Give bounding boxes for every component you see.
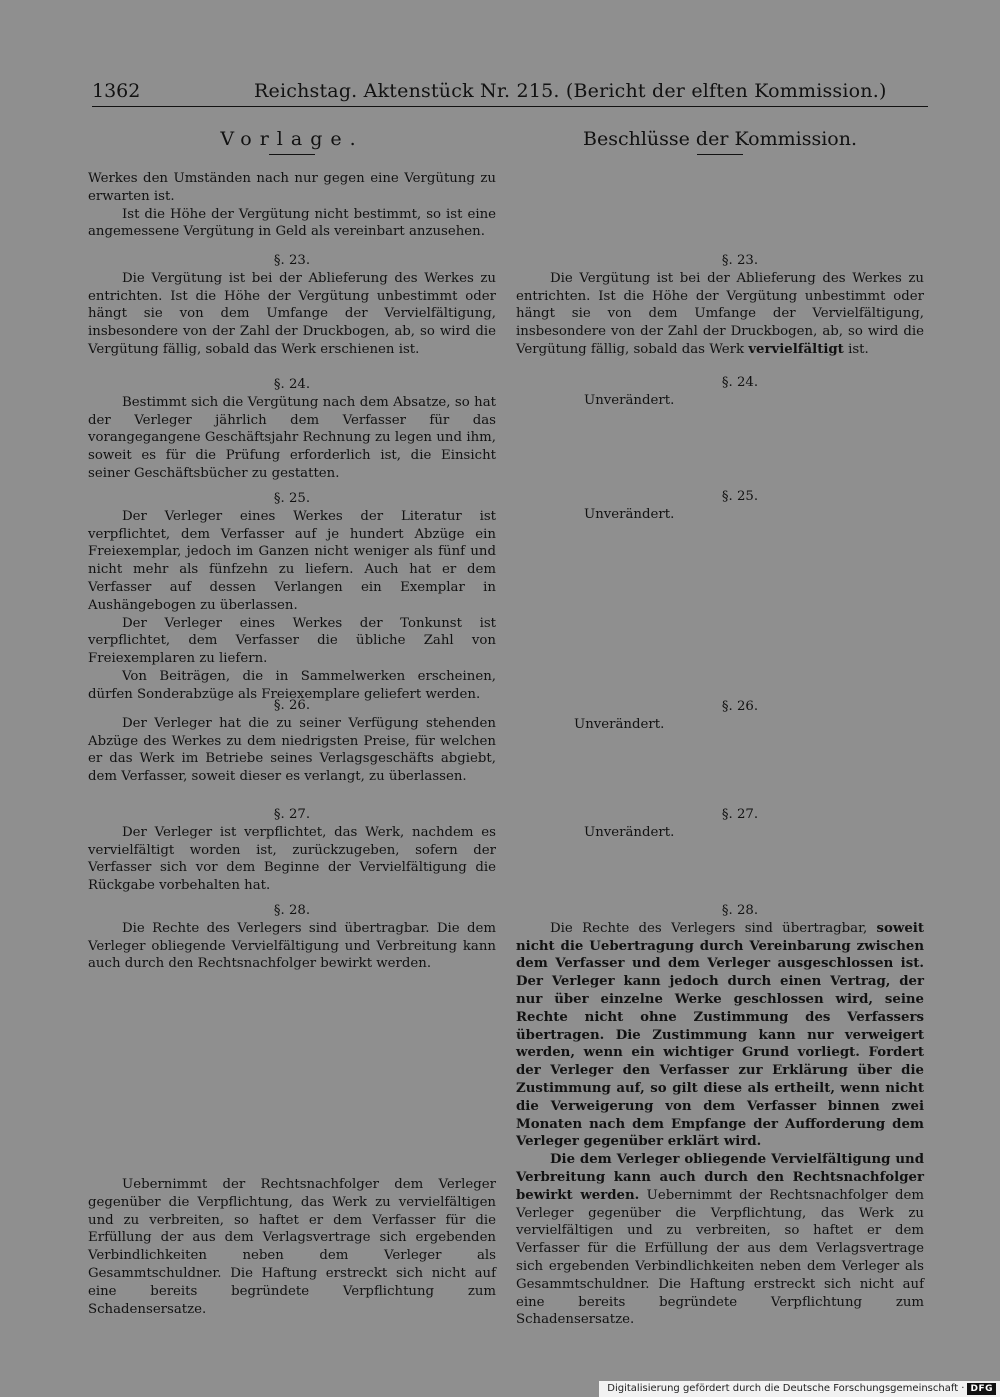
section-heading: §. 28. — [721, 903, 759, 918]
text-span: Uebernimmt der Rechtsnachfolger dem Verleger gegenüber die Verpflichtung, das Werk zu vervielfältigen und zu verbreiten, so haftet er dem Verfasser für die Erfüllung der aus dem Verlagsvertrage sich ergebenden Verbindlichkeiten neben dem Verleger als Gesammtschuldner. Die Haftung erstreckt sich nicht auf eine bereits begründete Verpflichtung zum Schadensersatze. — [516, 1187, 924, 1328]
text-span: Die Rechte des Verlegers sind übertragbar, — [550, 920, 868, 936]
section-heading: §. 27. — [721, 807, 759, 822]
left-section-27 — [88, 806, 496, 895]
section-heading: §. 24. — [721, 375, 759, 390]
page-header — [92, 80, 928, 108]
left-section-28 — [88, 902, 496, 973]
paragraph: Werkes den Umständen nach nur gegen eine Vergütung zu erwarten ist. — [88, 171, 496, 204]
text-span: Die Vergütung ist bei der Ablieferung des Werkes zu entrichten. Ist die Höhe der Vergütung unbestimmt oder hängt sie von dem Umfange der Vervielfältigung, insbesondere von der Zahl der Druckbogen, ab, so wird die Vergütung fällig, sobald das Werk — [516, 270, 924, 357]
bold-change: Die dem Verleger obliegende Vervielfältigung und Verbreitung kann auch durch den Rechtsnachfolger bewirkt werden. — [516, 1152, 924, 1203]
paragraph — [516, 270, 924, 359]
section-heading: §. 25. — [721, 489, 759, 504]
paragraph — [516, 920, 924, 1151]
paragraph: Der Verleger ist verpflichtet, das Werk, nachdem es vervielfältigt worden ist, zurückzugeben, sofern der Verfasser sich vor dem Beginne der Vervielfältigung die Rückgabe vorbehalten hat. — [88, 824, 496, 894]
paragraph: Die Rechte des Verlegers sind übertragbar. Die dem Verleger obliegende Vervielfältigung und Verbreitung kann auch durch den Rechtsnachfolger bewirkt werden. — [88, 920, 496, 972]
right-section-28 — [516, 902, 924, 1329]
section-heading: §. 24. — [273, 377, 311, 392]
left-section-26 — [88, 697, 496, 786]
section-heading: §. 26. — [721, 699, 759, 714]
right-section-25 — [516, 488, 924, 524]
right-title-text: Beschlüsse der Kommission. — [583, 128, 857, 150]
left-section-23 — [88, 252, 496, 359]
paragraph: Der Verleger eines Werkes der Literatur ist verpflichtet, dem Verfasser auf je hundert Abzüge ein Freiexemplar, jedoch im Ganzen nicht weniger als fünf und nicht mehr als fünfzehn zu liefern. Auch hat er dem Verfasser auf dessen Verlangen ein Exemplar in Aushängebogen zu überlassen. — [88, 508, 496, 613]
title-underline — [269, 154, 315, 155]
title-underline — [697, 154, 743, 155]
dfg-logo: DFG — [967, 1383, 996, 1395]
right-section-23 — [516, 252, 924, 359]
section-heading: §. 23. — [721, 253, 759, 268]
section-heading: §. 23. — [273, 253, 311, 268]
left-section-28-continued — [88, 1176, 496, 1318]
unchanged-note: Unverändert. — [584, 824, 675, 840]
bold-change: soweit nicht die Uebertragung durch Vereinbarung zwischen dem Verfasser und dem Verleger ausgeschlossen ist. Der Verleger kann jedoch durch einen Vertrag, der nur über einzelne Werke geschlossen wird, seine Rechte nicht ohne Zustimmung des Verfassers übertragen. Die Zustimmung kann nur verweigert werden, wenn ein wichtiger Grund vorliegt. Fordert der Verleger den Verfasser zur Erklärung über die Zustimmung auf, so gilt diese als ertheilt, wenn nicht die Verweigerung von dem Verfasser binnen zwei Monaten nach dem Empfange der Aufforderung dem Verleger gegenüber erklärt wird. — [516, 920, 925, 1150]
credit-text: Digitalisierung gefördert durch die Deutsche Forschungsgemeinschaft · — [607, 1383, 965, 1394]
section-heading: §. 26. — [273, 698, 311, 713]
left-intro — [88, 170, 496, 241]
section-heading: §. 28. — [273, 903, 311, 918]
right-column-title — [516, 128, 924, 155]
left-section-25 — [88, 490, 496, 704]
section-heading: §. 25. — [273, 491, 311, 506]
bold-change: vervielfältigt — [748, 341, 844, 357]
paragraph — [516, 1151, 924, 1329]
left-section-24 — [88, 376, 496, 483]
paragraph: Uebernimmt der Rechtsnachfolger dem Verleger gegenüber die Verpflichtung, das Werk zu vervielfältigen und zu verbreiten, so haftet er dem Verfasser für die Erfüllung der aus dem Verlagsvertrage sich ergebenden Verbindlichkeiten neben dem Verleger als Gesammtschuldner. Die Haftung erstreckt sich nicht auf eine bereits begründete Verpflichtung zum Schadensersatze. — [88, 1177, 496, 1317]
unchanged-note: Unverändert. — [574, 716, 665, 732]
unchanged-note: Unverändert. — [584, 392, 675, 408]
text-span: ist. — [848, 341, 869, 357]
right-section-27 — [516, 806, 924, 842]
paragraph: Der Verleger hat die zu seiner Verfügung stehenden Abzüge des Werkes zu dem niedrigsten Preise, für welchen er das Werk im Betriebe seines Verlagsgeschäfts abgiebt, dem Verfasser, soweit dieser es verlangt, zu überlassen. — [88, 715, 496, 785]
right-section-24 — [516, 374, 924, 410]
left-title-text: Vorlage. — [220, 128, 364, 150]
section-heading: §. 27. — [273, 807, 311, 822]
page-number: 1362 — [92, 80, 141, 102]
right-section-26 — [516, 698, 924, 734]
paragraph: Ist die Höhe der Vergütung nicht bestimmt, so ist eine angemessene Vergütung in Geld als vereinbart anzusehen. — [88, 206, 496, 240]
paragraph: Bestimmt sich die Vergütung nach dem Absatze, so hat der Verleger jährlich dem Verfasser für das vorangegangene Geschäftsjahr Rechnung zu legen und ihm, soweit es für die Prüfung erforderlich ist, die Einsicht seiner Geschäftsbücher zu gestatten. — [88, 394, 496, 481]
paragraph: Von Beiträgen, die in Sammelwerken erscheinen, dürfen Sonderabzüge als Freiexemplare geliefert werden. — [88, 668, 496, 702]
unchanged-note: Unverändert. — [584, 506, 675, 522]
header-rule — [92, 106, 928, 107]
digitization-credit — [599, 1381, 1000, 1397]
left-column-title — [88, 128, 496, 155]
paragraph: Der Verleger eines Werkes der Tonkunst ist verpflichtet, dem Verfasser die übliche Zahl von Freiexemplaren zu liefern. — [88, 615, 496, 667]
running-title: Reichstag. Aktenstück Nr. 215. (Bericht der elften Kommission.) — [254, 80, 887, 102]
paragraph: Die Vergütung ist bei der Ablieferung des Werkes zu entrichten. Ist die Höhe der Vergütung unbestimmt oder hängt sie von dem Umfange der Vervielfältigung, insbesondere von der Zahl der Druckbogen, ab, so wird die Vergütung fällig, sobald das Werk erschienen ist. — [88, 270, 496, 357]
